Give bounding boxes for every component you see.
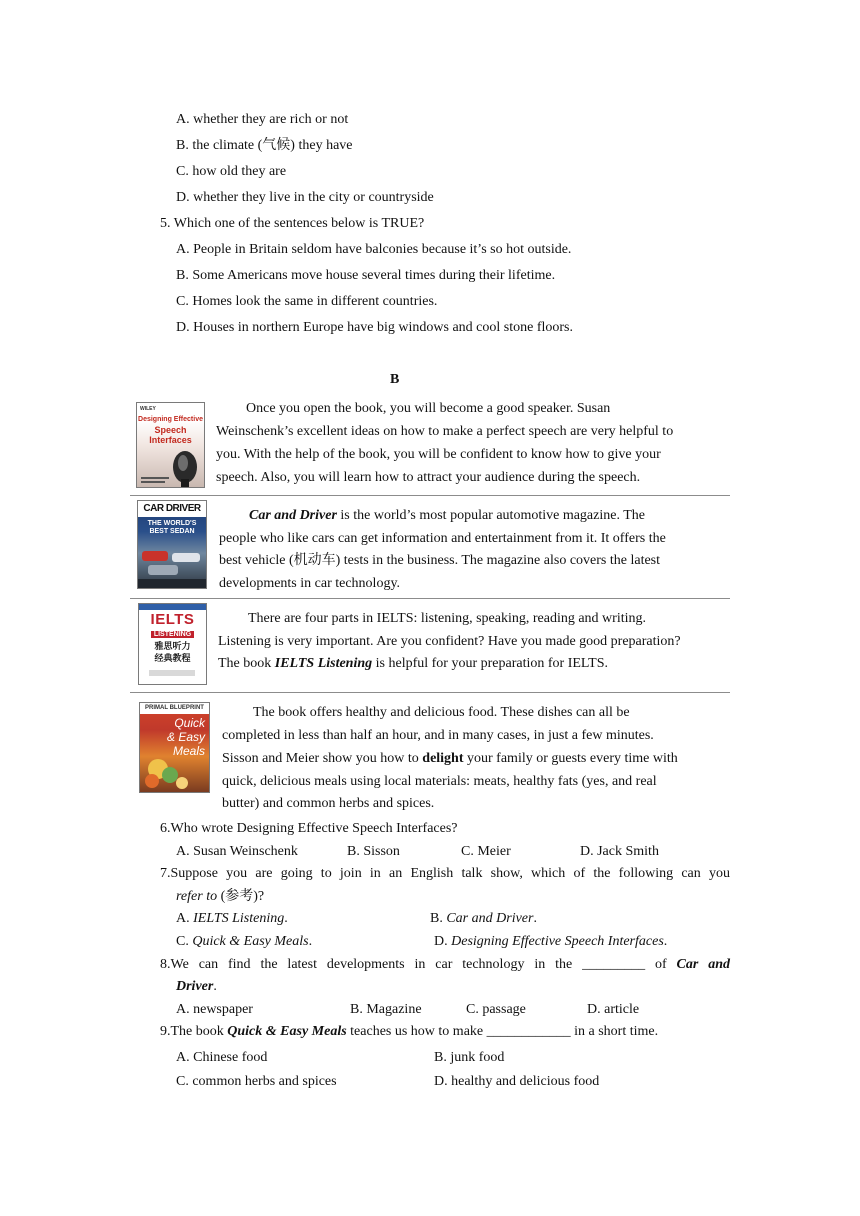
q7-option-d: D. Designing Effective Speech Interfaces. <box>434 934 668 949</box>
book3-line-3: The book IELTS Listening is helpful for your preparation for IELTS. <box>218 656 609 671</box>
q8-option-b: B. Magazine <box>350 1002 422 1017</box>
book3-line-2: Listening is very important. Are you confident? Have you made good preparation? <box>218 634 681 649</box>
section-heading: B <box>390 372 400 387</box>
q7-stem-line-2: refer to (参考)? <box>176 889 265 904</box>
q7-option-a: A. IELTS Listening. <box>176 911 288 926</box>
book2-line-4: developments in car technology. <box>219 576 401 591</box>
q4-option-a: A. whether they are rich or not <box>176 112 349 127</box>
q6-stem: 6.Who wrote Designing Effective Speech Interfaces? <box>160 821 458 836</box>
book2-line-2: people who like cars can get information and entertainment from it. It offers the <box>219 531 666 546</box>
book-cover-speech-interfaces: WILEY Designing Effective Speech Interfaces <box>136 402 205 488</box>
q5-option-a: A. People in Britain seldom have balconies because it’s so hot outside. <box>176 242 572 257</box>
book3-line-1: There are four parts in IELTS: listening, speaking, reading and writing. <box>248 611 646 626</box>
book4-line-1: The book offers healthy and delicious food. These dishes can all be <box>253 705 630 720</box>
q4-option-d: D. whether they live in the city or countryside <box>176 190 434 205</box>
divider <box>130 598 730 599</box>
q4-option-b: B. the climate (气候) they have <box>176 138 353 153</box>
q8-stem-line-1: 8.We can find the latest developments in car technology in the _________ of Car and <box>160 957 730 972</box>
q8-option-a: A. newspaper <box>176 1002 253 1017</box>
q9-option-c: C. common herbs and spices <box>176 1074 337 1089</box>
q9-option-b: B. junk food <box>434 1050 505 1065</box>
book1-line-1: Once you open the book, you will become a good speaker. Susan <box>246 401 611 416</box>
magazine-cover-car-and-driver: CAR DRIVER THE WORLD'S BEST SEDAN <box>137 500 207 589</box>
divider <box>130 495 730 496</box>
q6-option-c: C. Meier <box>461 844 511 859</box>
q6-option-b: B. Sisson <box>347 844 400 859</box>
q9-stem: 9.The book Quick & Easy Meals teaches us how to make ____________ in a short time. <box>160 1024 659 1039</box>
q6-option-a: A. Susan Weinschenk <box>176 844 298 859</box>
book4-line-3: Sisson and Meier show you how to delight your family or guests every time with <box>222 751 678 766</box>
book-cover-quick-easy-meals: PRIMAL BLUEPRINT Quick & Easy Meals <box>139 702 210 793</box>
q9-option-d: D. healthy and delicious food <box>434 1074 600 1089</box>
book4-line-4: quick, delicious meals using local materials: meats, healthy fats (yes, and real <box>222 774 657 789</box>
q9-option-a: A. Chinese food <box>176 1050 268 1065</box>
q8-stem-line-2: Driver. <box>176 979 217 994</box>
book1-line-2: Weinschenk’s excellent ideas on how to make a perfect speech are very helpful to <box>216 424 674 439</box>
q6-option-d: D. Jack Smith <box>580 844 659 859</box>
q8-option-c: C. passage <box>466 1002 526 1017</box>
book-cover-ielts-listening: IELTS LISTENING 雅思听力 经典教程 <box>138 603 207 685</box>
book4-line-5: butter) and common herbs and spices. <box>222 796 435 811</box>
divider <box>130 692 730 693</box>
q5-option-d: D. Houses in northern Europe have big windows and cool stone floors. <box>176 320 573 335</box>
q7-option-c: C. Quick & Easy Meals. <box>176 934 313 949</box>
book3-title: IELTS Listening <box>274 656 373 671</box>
book2-title: Car and Driver <box>249 508 337 523</box>
book2-line-3: best vehicle (机动车) tests in the business. The magazine also covers the latest <box>219 553 661 568</box>
q7-option-b: B. Car and Driver. <box>430 911 537 926</box>
q4-option-c: C. how old they are <box>176 164 287 179</box>
q8-option-d: D. article <box>587 1002 640 1017</box>
book2-line-1: Car and Driver is the world’s most popular automotive magazine. The <box>249 508 645 523</box>
book1-line-3: you. With the help of the book, you will be confident to know how to give your <box>216 447 661 462</box>
q5-stem: 5. Which one of the sentences below is TRUE? <box>160 216 425 231</box>
q5-option-c: C. Homes look the same in different countries. <box>176 294 438 309</box>
book1-line-4: speech. Also, you will learn how to attract your audience during the speech. <box>216 470 641 485</box>
q7-stem-line-1: 7.Suppose you are going to join in an English talk show, which of the following can you <box>160 866 730 881</box>
q5-option-b: B. Some Americans move house several times during their lifetime. <box>176 268 556 283</box>
book4-line-2: completed in less than half an hour, and in many cases, in just a few minutes. <box>222 728 654 743</box>
book4-keyword: delight <box>422 751 464 766</box>
